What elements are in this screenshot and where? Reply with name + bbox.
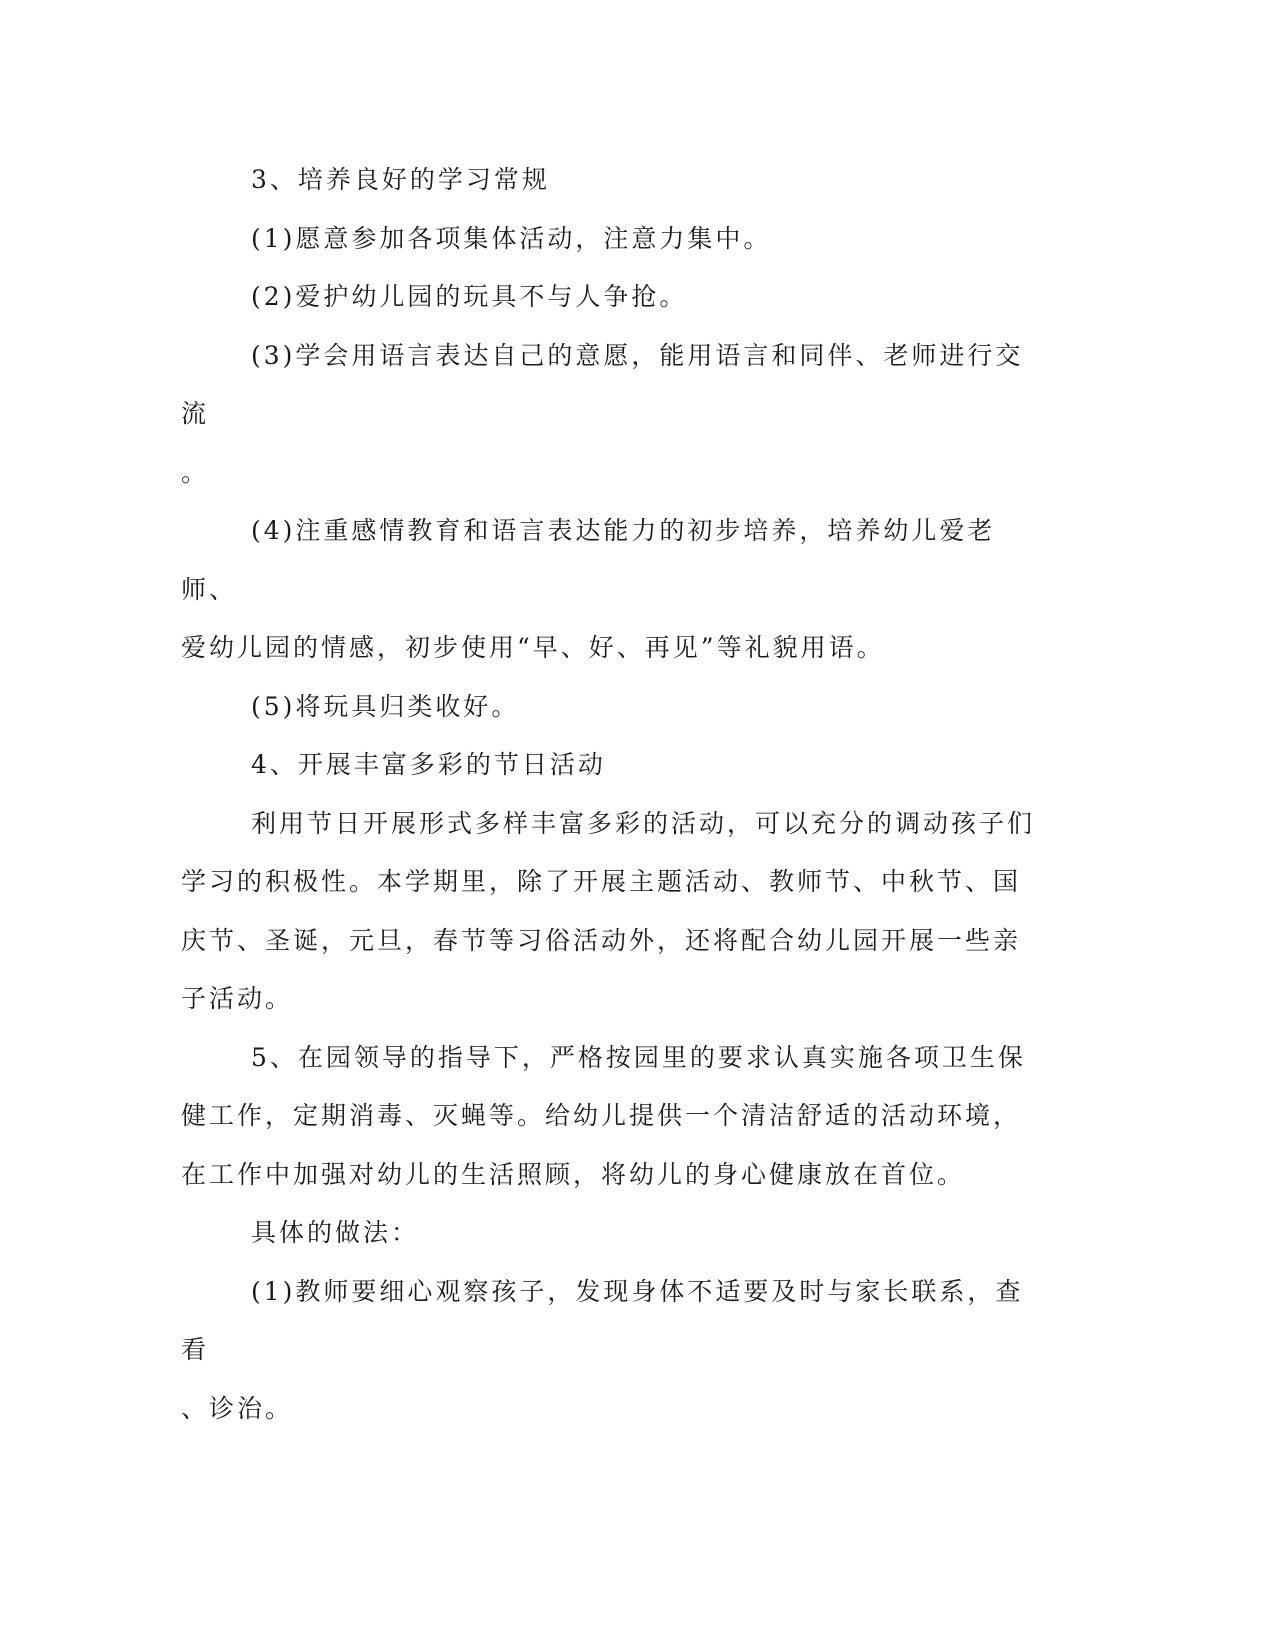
hygiene-paragraph: 5、在园领导的指导下，严格按园里的要求认真实施各项卫生保 健工作，定期消毒、灭蝇等。给幼儿提供一个清洁舒适的活动环境， 在工作中加强对幼儿的生活照顾，将幼儿的身心健康放在首位。 <box>181 1042 1026 1189</box>
heading-learning-routine: 3、培养良好的学习常规 <box>251 165 550 194</box>
festival-activities-paragraph: 利用节日开展形式多样丰富多彩的活动，可以充分的调动孩子们 学习的积极性。本学期里，除了开展主题活动、教师节、中秋节、国 庆节、圣诞，元旦，春节等习俗活动外，还将配合幼儿园开展一些亲 子活动。 <box>181 808 1036 1013</box>
list-item-4: (4)注重感情教育和语言表达能力的初步培养，培养幼儿爱老师、 爱幼儿园的情感，初步使用“早、好、再见”等礼貌用语。 <box>181 516 996 662</box>
list-item-3: (3)学会用语言表达自己的意愿，能用语言和同伴、老师进行交流 。 <box>181 340 1024 487</box>
heading-festival-activities: 4、开展丰富多彩的节日活动 <box>251 750 606 779</box>
methods-heading: 具体的做法： <box>251 1218 420 1247</box>
list-item-5: (5)将玩具归类收好。 <box>251 691 520 721</box>
method-item-1: (1)教师要细心观察孩子，发现身体不适要及时与家长联系，查看 、诊治。 <box>181 1276 1024 1423</box>
document-body <box>181 151 1041 1438</box>
list-item-1: (1)愿意参加各项集体活动，注意力集中。 <box>251 223 772 253</box>
list-item-2: (2)爱护幼儿园的玩具不与人争抢。 <box>251 282 688 311</box>
